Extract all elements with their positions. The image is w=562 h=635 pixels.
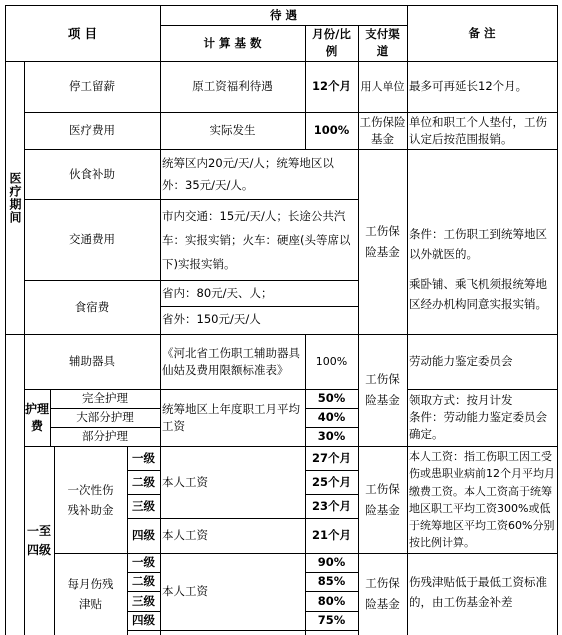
monthly-remark: 伤残津贴低于最低工资标准的，由工伤基金补差 [409,574,547,609]
lump-sum-grade-1: 一级 [132,450,155,465]
lump-sum-grade-3: 三级 [132,498,155,513]
header-month-ratio: 月份/比例 [312,27,351,58]
header-remark: 备 注 [468,25,496,40]
medical-group-remark-2: 乘卧铺、乘飞机须报统筹地区经办机构同意实报实销。 [409,277,547,311]
monthly-grade-2: 二级 [132,574,155,588]
medical-base: 实际发生 [209,123,256,137]
lump-sum-base-4: 本人工资 [162,528,208,542]
lodging-base-line-2: 省外：150元/天/人 [162,312,261,326]
aids-month: 100% [315,355,348,368]
nursing-month-full: 50% [317,391,346,405]
nursing-level-full: 完全护理 [82,391,128,405]
nursing-level-partial: 部分护理 [82,429,128,443]
salary-remark: 最多可再延长12个月。 [409,79,528,93]
food-name: 伙食补助 [69,166,115,181]
header-calc-base: 计 算 基 数 [203,35,262,50]
monthly-month-2: 85% [317,574,346,588]
monthly-grade-4: 四级 [132,613,155,627]
monthly-base: 本人工资 [162,584,208,598]
medical-group-channel: 工伤保险基金 [365,223,400,259]
nursing-month-partial: 30% [317,429,346,443]
lump-sum-grade-2: 二级 [132,474,155,489]
lump-sum-grade-4: 四级 [132,528,155,542]
lodging-name: 食宿费 [74,299,110,314]
food-base: 统筹区内20元/天/人；统筹地区以外：35元/天/人。 [162,156,334,192]
nursing-remark: 领取方式：按月计发 条件：劳动能力鉴定委员会确定。 [409,393,547,441]
medical-channel: 工伤保险基金 [359,114,406,146]
lump-sum-month-3: 23个月 [311,498,351,513]
header-treatment: 待 遇 [269,7,297,22]
medical-group-remark-1: 条件：工伤职工到统筹地区以外就医的。 [409,227,547,261]
aids-name: 辅助器具 [69,354,115,368]
lump-sum-month-4: 21个月 [311,528,351,542]
lodging-base-line-1: 省内：80元/天、人； [162,286,273,300]
lump-sum-month-2: 25个月 [311,474,351,489]
nursing-level-most: 大部分护理 [76,410,134,424]
monthly-grade-3: 三级 [132,593,155,608]
nursing-month-most: 40% [317,410,346,424]
lump-sum-name: 一次性伤残补助金 [67,482,114,517]
lump-sum-month-1: 27个月 [311,450,351,465]
lump-sum-channel: 工伤保险基金 [365,481,400,517]
grade-1-4-label: 一至四级 [26,523,51,557]
medical-name: 医疗费用 [69,123,115,137]
monthly-allowance-name: 每月伤残津贴 [67,577,114,611]
monthly-channel: 工伤保险基金 [365,576,400,611]
lump-sum-base-1-3: 本人工资 [162,474,208,489]
medical-month: 100% [313,123,350,137]
nursing-label: 护理费 [25,401,50,433]
monthly-month-4: 75% [317,613,346,627]
medical-period-label: 医疗期间 [8,171,22,224]
salary-name: 停工留薪 [69,79,115,93]
lump-sum-remark: 本人工资：指工伤职工因工受伤或患职业病前12个月平均月缴费工资。本人工资高于统筹地区职工平均工资300%或低于统筹地区平均工资60%分别按比例计算。 [409,450,555,550]
nursing-base: 统筹地区上年度职工月平均工资 [162,401,300,433]
header-pay-channel: 支付渠道 [365,27,400,58]
aids-remark: 劳动能力鉴定委员会 [409,354,513,368]
monthly-month-3: 80% [317,593,346,608]
header-item: 项 目 [67,25,98,41]
salary-month: 12个月 [311,79,351,93]
aids-nursing-channel: 工伤保险基金 [365,372,400,407]
salary-base: 原工资福利待遇 [192,79,273,93]
transport-base: 市内交通：15元/天/人；长途公共汽车：实报实销；火车：硬座(头等席以下)实报实销。 [162,208,351,271]
transport-name: 交通费用 [69,232,115,246]
salary-channel: 用人单位 [360,80,405,93]
monthly-month-1: 90% [317,555,346,569]
medical-remark: 单位和职工个人垫付，工伤认定后按范围报销。 [409,114,547,146]
monthly-grade-1: 一级 [132,555,155,569]
aids-base: 《河北省工伤职工辅助器具仙姑及费用限额标准表》 [162,345,300,377]
